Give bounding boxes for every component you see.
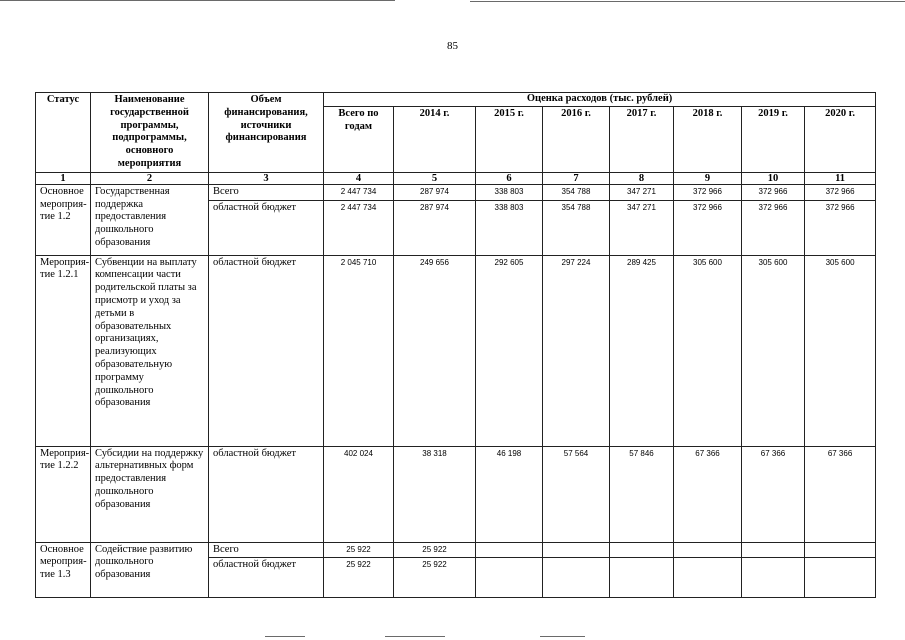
table-row (36, 446, 876, 542)
value-cell: 305 600 (805, 255, 876, 446)
bottom-rule (385, 636, 445, 637)
expenses-table (35, 92, 876, 598)
row-name: Субвенции на выплату компенсации части родительской платы за присмотр и уход за детьми в образовательных организациях, реализующих образовательную программу дошкольного образования (91, 255, 209, 446)
row-source: областной бюджет (209, 255, 324, 446)
value-cell: 67 366 (742, 446, 805, 542)
value-cell: 287 974 (394, 200, 476, 255)
value-cell: 38 318 (394, 446, 476, 542)
column-index: 4 (324, 172, 394, 184)
row-status: Мероприя-тие 1.2.1 (36, 255, 91, 446)
value-cell (742, 558, 805, 598)
value-cell: 338 803 (476, 184, 543, 200)
header-total: Всего по годам (324, 106, 394, 172)
value-cell: 338 803 (476, 200, 543, 255)
value-cell (476, 558, 543, 598)
column-index: 1 (36, 172, 91, 184)
bottom-rule (540, 636, 585, 637)
value-cell (805, 558, 876, 598)
value-cell: 347 271 (610, 200, 674, 255)
value-cell: 25 922 (324, 558, 394, 598)
header-year: 2017 г. (610, 106, 674, 172)
table-row (36, 255, 876, 446)
value-cell: 46 198 (476, 446, 543, 542)
column-index: 5 (394, 172, 476, 184)
table-row (36, 184, 876, 200)
header-year: 2018 г. (674, 106, 742, 172)
value-cell: 372 966 (742, 200, 805, 255)
value-cell (674, 542, 742, 558)
value-cell: 372 966 (674, 200, 742, 255)
value-cell: 249 656 (394, 255, 476, 446)
column-index: 3 (209, 172, 324, 184)
header-finance: Объем финансирования, источники финансирования (209, 93, 324, 173)
row-source: Всего (209, 184, 324, 200)
header-year: 2015 г. (476, 106, 543, 172)
table-row (36, 542, 876, 558)
value-cell: 354 788 (543, 184, 610, 200)
value-cell: 354 788 (543, 200, 610, 255)
value-cell: 287 974 (394, 184, 476, 200)
column-index: 7 (543, 172, 610, 184)
value-cell: 67 366 (674, 446, 742, 542)
value-cell: 2 447 734 (324, 200, 394, 255)
row-name: Содействие развитию дошкольного образования (91, 542, 209, 598)
row-status: Мероприя-тие 1.2.2 (36, 446, 91, 542)
value-cell: 57 846 (610, 446, 674, 542)
value-cell: 289 425 (610, 255, 674, 446)
row-name: Субсидии на поддержку альтернативных форм предоставления дошкольного образования (91, 446, 209, 542)
value-cell: 2 045 710 (324, 255, 394, 446)
column-index: 9 (674, 172, 742, 184)
value-cell (610, 558, 674, 598)
value-cell: 25 922 (394, 558, 476, 598)
row-name: Государственная поддержка предоставления дошкольного образования (91, 184, 209, 255)
value-cell: 67 366 (805, 446, 876, 542)
row-source: областной бюджет (209, 558, 324, 598)
header-estimate: Оценка расходов (тыс. рублей) (324, 93, 876, 107)
value-cell: 347 271 (610, 184, 674, 200)
header-name: Наименование государственной программы, подпрограммы, основного мероприятия (91, 93, 209, 173)
column-index: 8 (610, 172, 674, 184)
value-cell: 305 600 (674, 255, 742, 446)
value-cell: 372 966 (674, 184, 742, 200)
column-index: 6 (476, 172, 543, 184)
header-year: 2019 г. (742, 106, 805, 172)
value-cell (610, 542, 674, 558)
value-cell: 372 966 (805, 184, 876, 200)
value-cell: 402 024 (324, 446, 394, 542)
header-status: Статус (36, 93, 91, 173)
column-index: 10 (742, 172, 805, 184)
row-source: Всего (209, 542, 324, 558)
top-rule-left (0, 0, 395, 1)
value-cell: 372 966 (805, 200, 876, 255)
page-number: 85 (447, 40, 458, 52)
top-rule-right (470, 1, 905, 2)
header-year: 2016 г. (543, 106, 610, 172)
value-cell (543, 542, 610, 558)
header-year: 2014 г. (394, 106, 476, 172)
value-cell: 292 605 (476, 255, 543, 446)
value-cell: 305 600 (742, 255, 805, 446)
value-cell (742, 542, 805, 558)
value-cell: 25 922 (394, 542, 476, 558)
value-cell (805, 542, 876, 558)
value-cell: 25 922 (324, 542, 394, 558)
value-cell: 57 564 (543, 446, 610, 542)
bottom-rule (265, 636, 305, 637)
value-cell (476, 542, 543, 558)
row-status: Основное мероприя-тие 1.2 (36, 184, 91, 255)
value-cell (543, 558, 610, 598)
column-index: 2 (91, 172, 209, 184)
value-cell: 297 224 (543, 255, 610, 446)
row-status: Основное мероприя-тие 1.3 (36, 542, 91, 598)
value-cell: 2 447 734 (324, 184, 394, 200)
value-cell: 372 966 (742, 184, 805, 200)
row-source: областной бюджет (209, 200, 324, 255)
column-index-row (36, 172, 876, 184)
header-year: 2020 г. (805, 106, 876, 172)
column-index: 11 (805, 172, 876, 184)
value-cell (674, 558, 742, 598)
header-row-1 (36, 93, 876, 107)
row-source: областной бюджет (209, 446, 324, 542)
